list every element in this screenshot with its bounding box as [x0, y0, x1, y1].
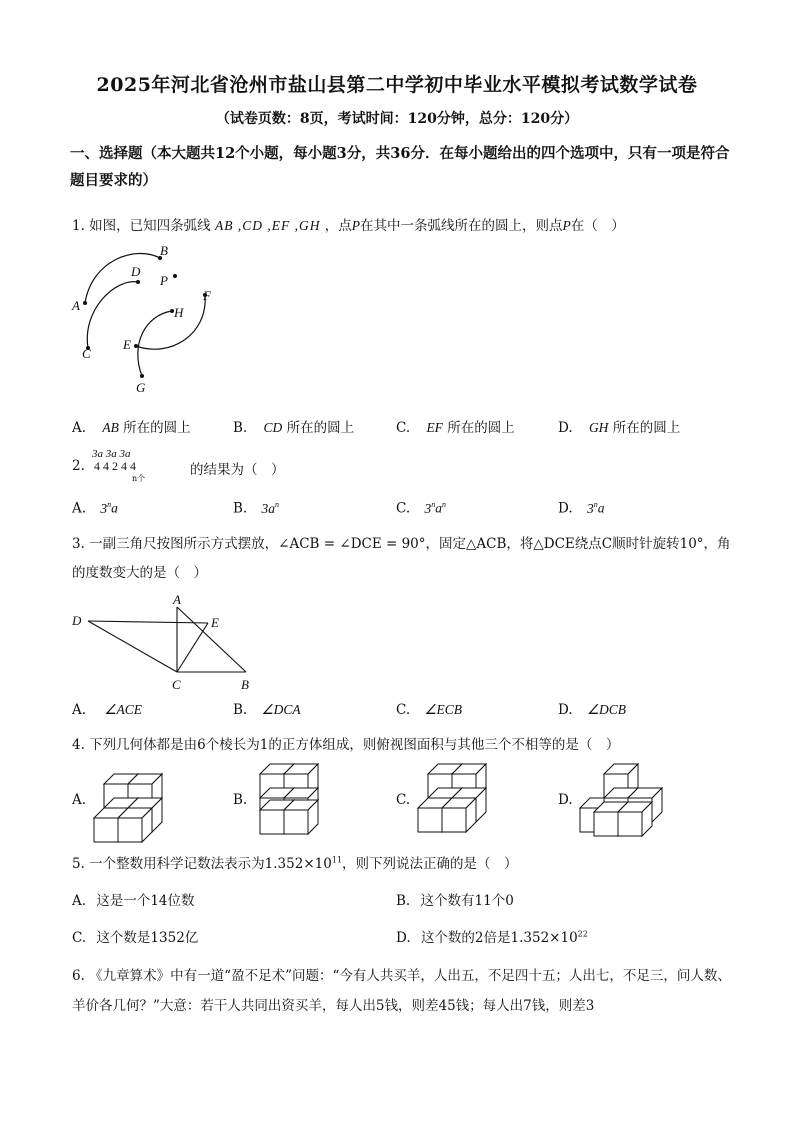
question-5-exp: 11: [331, 855, 342, 865]
q5-option-c[interactable]: [72, 926, 198, 946]
q2-option-c-base: 3: [424, 500, 432, 516]
q1-option-b-text: 所在的圆上: [286, 420, 355, 436]
q3-option-d-letter: D.: [558, 702, 573, 718]
q2-option-d[interactable]: [558, 500, 604, 517]
q4-option-c[interactable]: C.: [396, 792, 411, 808]
label-a3: A: [173, 592, 181, 607]
question-2-expr-sub: n个: [132, 474, 146, 483]
q1-option-b-letter: B.: [233, 420, 248, 436]
label-d: D: [131, 264, 141, 279]
question-5-text-a: 5. 一个整数用科学记数法表示为1.352×10: [72, 856, 332, 872]
q1-option-d-letter: D.: [558, 420, 573, 436]
question-1: [72, 214, 625, 234]
q5-option-d-letter: D.: [396, 930, 411, 946]
q2-option-c[interactable]: [396, 500, 446, 517]
label-a: A: [72, 298, 80, 313]
point-e: [134, 344, 138, 348]
q1-option-d-text: 所在的圆上: [612, 420, 681, 436]
q4-option-a[interactable]: A.: [72, 792, 87, 808]
arc-gh: [138, 311, 172, 376]
q1-option-d[interactable]: [558, 416, 680, 436]
q2-option-b-letter: B.: [233, 500, 248, 517]
question-2-expr-top: 3a 3a 3a: [92, 448, 131, 460]
q1-option-c-arc: EF: [426, 420, 443, 435]
question-2-expr-mid: 4 4 2 4 4: [94, 459, 136, 473]
question-2-number: 2.: [72, 458, 85, 474]
q3-option-b-text: ∠DCA: [261, 702, 301, 717]
point-g: [140, 374, 144, 378]
label-p: P: [160, 273, 168, 288]
q2-option-a-letter: A.: [72, 500, 87, 517]
q5-option-b[interactable]: [396, 889, 514, 909]
q3-option-a-text: ∠ACE: [104, 702, 142, 717]
q3-option-c[interactable]: [396, 702, 462, 718]
q1-option-a[interactable]: [72, 416, 191, 436]
label-d3: D: [72, 613, 82, 628]
q5-option-b-letter: B.: [396, 893, 411, 909]
question-4-text: 4. 下列几何体都是由6个棱长为1的正方体组成，则俯视图面积与其他三个不相等的是（ ）: [72, 737, 620, 753]
label-b: B: [160, 243, 168, 258]
label-c: C: [82, 346, 91, 361]
q2-option-c-exp: n: [431, 500, 436, 509]
q2-option-d-exp: n: [593, 500, 598, 509]
label-e: E: [123, 337, 131, 352]
section-heading: 一、选择题（本大题共12个小题，每小题3分，共36分．在每小题给出的四个选项中，只有一项是符合题目要求的）: [70, 145, 730, 189]
q2-option-a-tail: a: [111, 500, 118, 516]
q5-option-a-text: 这是一个14位数: [96, 893, 195, 909]
q2-option-a[interactable]: [72, 500, 118, 517]
question-1-text-a: 1. 如图，已知四条弧线: [72, 218, 211, 234]
question-5: [72, 852, 518, 872]
q2-option-b[interactable]: [233, 500, 279, 517]
cube: [284, 800, 318, 834]
q5-option-a[interactable]: [72, 889, 195, 909]
q5-option-d[interactable]: [396, 926, 588, 946]
label-b3: B: [241, 677, 249, 692]
edge-de: [88, 621, 208, 623]
question-1-text-d: 在（ ）: [570, 218, 625, 234]
question-1-figure: [60, 240, 230, 400]
question-1-point: P: [351, 218, 361, 233]
q4-figure-d: [576, 762, 671, 837]
q1-option-c[interactable]: [396, 416, 515, 436]
q2-option-b-exp: n: [275, 500, 280, 509]
q3-option-a[interactable]: [72, 702, 142, 718]
q2-option-c-exp2: n: [441, 500, 446, 509]
point-d: [136, 280, 140, 284]
q2-option-c-letter: C.: [396, 500, 411, 517]
q5-option-c-letter: C.: [72, 930, 87, 946]
arc-ef: [136, 295, 205, 349]
label-e3: E: [211, 615, 219, 630]
question-2-suffix: 的结果为（ ）: [190, 462, 285, 478]
q3-option-d[interactable]: [558, 702, 626, 718]
q5-option-a-letter: A.: [72, 893, 87, 909]
q5-option-d-text: 这个数的2倍是1.352×10: [420, 930, 578, 946]
q3-option-c-text: ∠ECB: [424, 702, 463, 717]
label-c3: C: [172, 677, 181, 692]
q3-option-b[interactable]: [233, 702, 301, 718]
q2-option-d-base: 3: [586, 500, 594, 516]
question-1-text-c: 在其中一条弧线所在的圆上，则点: [360, 218, 563, 234]
q1-option-c-text: 所在的圆上: [447, 420, 515, 436]
q2-option-d-tail: a: [597, 500, 605, 516]
question-5-text-b: ，则下列说法正确的是（ ）: [342, 856, 518, 872]
arc-ab: [85, 253, 160, 303]
edge-dc: [88, 621, 177, 672]
cube: [618, 802, 652, 836]
q5-option-c-text: 这个数是1352亿: [96, 930, 199, 946]
point-p: [173, 274, 177, 278]
exam-title: 2025年河北省沧州市盐山县第二中学初中毕业水平模拟考试数学试卷: [96, 74, 698, 96]
q5-option-b-text: 这个数有11个0: [420, 893, 514, 909]
q2-option-a-exp: n: [107, 500, 112, 509]
q1-option-a-text: 所在的圆上: [123, 420, 191, 436]
q1-option-b[interactable]: [233, 416, 354, 436]
q1-option-a-letter: A.: [72, 420, 87, 436]
q2-option-b-base: 3a: [261, 500, 276, 516]
question-3-text: 3. 一副三角尺按图所示方式摆放，∠ACB = ∠DCE = 90°，固定△ACB，将△DCE绕点C顺时针旋转10°，角的度数变大的是（ ）: [72, 536, 731, 581]
q4-figure-b: [250, 762, 330, 837]
q1-option-a-arc: AB: [102, 420, 119, 435]
q1-option-c-letter: C.: [396, 420, 411, 436]
edge-ec: [177, 623, 208, 672]
q1-option-b-arc: CD: [263, 420, 283, 435]
question-3-figure: [70, 590, 270, 700]
q5-option-d-exp: 22: [577, 929, 588, 939]
question-1-text-b: ，点: [324, 218, 352, 234]
q3-option-a-letter: A.: [72, 702, 87, 718]
question-1-point-2: P: [562, 218, 571, 233]
q3-option-c-letter: C.: [396, 702, 411, 718]
exam-subtitle: （试卷页数：8页，考试时间：120分钟，总分：120分）: [215, 111, 579, 127]
q3-option-d-text: ∠DCB: [586, 702, 627, 717]
cube: [118, 808, 152, 842]
q2-option-d-letter: D.: [558, 500, 573, 517]
point-a: [83, 301, 87, 305]
q3-option-b-letter: B.: [233, 702, 248, 718]
q4-figure-a: [90, 762, 170, 837]
label-h: H: [174, 305, 184, 320]
q2-option-c-tail: a: [435, 500, 442, 516]
q2-option-a-base: 3: [100, 500, 108, 516]
q1-option-d-arc: GH: [588, 420, 609, 435]
label-g: G: [136, 380, 146, 395]
q4-option-b[interactable]: B.: [233, 792, 248, 808]
question-1-arcs: AB ,CD ,EF ,GH: [214, 218, 321, 233]
question-6-text: 6. 《九章算术》中有一道“盈不足术”问题：“今有人共买羊，人出五，不足四十五；人出七，不足三，问人数、羊价各几何？”大意：若干人共同出资买羊，每人出5钱，则差45钱；每人出7钱，则差3: [72, 968, 731, 1014]
q4-option-d[interactable]: D.: [558, 792, 573, 808]
cube: [442, 798, 476, 832]
label-f: F: [203, 288, 211, 303]
q4-figure-c: [414, 762, 494, 837]
